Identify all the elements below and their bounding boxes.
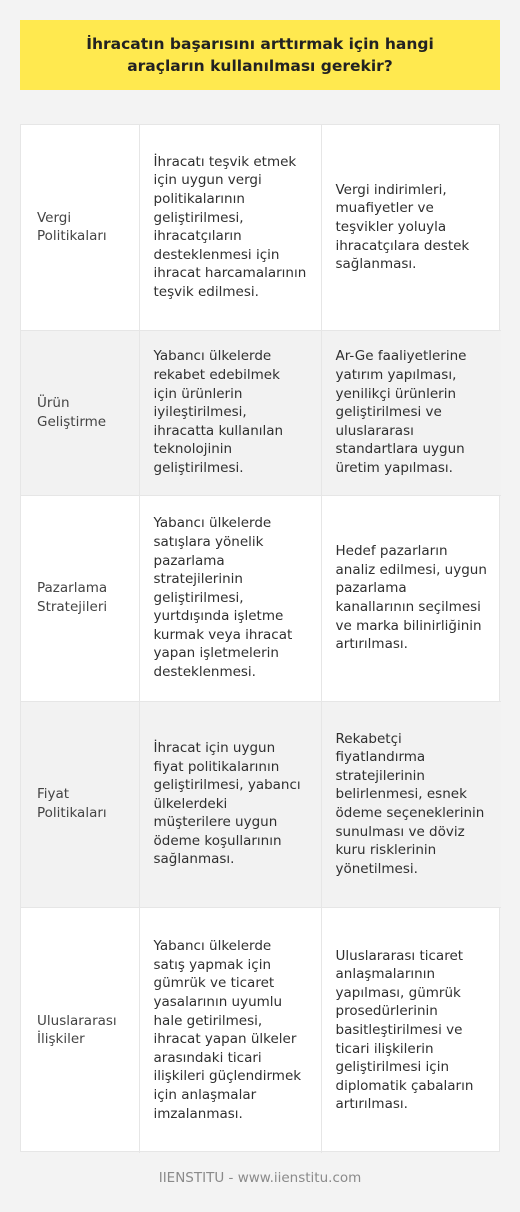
- row-label: Ürün Geliştirme: [21, 330, 139, 495]
- table-row: [21, 330, 501, 495]
- row-label: Vergi Politikaları: [21, 125, 139, 330]
- row-label: Uluslararası İlişkiler: [21, 907, 139, 1153]
- page-title: İhracatın başarısını arttırmak için hangi araçların kullanılması gerekir?: [86, 35, 434, 75]
- comparison-table: [20, 124, 500, 1152]
- row-detail: Hedef pazarların analiz edilmesi, uygun pazarlama kanallarının seçilmesi ve marka bilinirliğinin artırılması.: [321, 495, 501, 701]
- row-label: Fiyat Politikaları: [21, 701, 139, 907]
- row-detail: Rekabetçi fiyatlandırma stratejilerinin belirlenmesi, esnek ödeme seçeneklerinin sunulması ve döviz kuru risklerinin yönetilmesi.: [321, 701, 501, 907]
- row-detail: Ar-Ge faaliyetlerine yatırım yapılması, yenilikçi ürünlerin geliştirilmesi ve uluslararası standartlara uygun üretim yapılması.: [321, 330, 501, 495]
- row-description: İhracatı teşvik etmek için uygun vergi politikalarının geliştirilmesi, ihracatçıların desteklenmesi için ihracat harcamalarının teşvik edilmesi.: [139, 125, 321, 330]
- table-row: [21, 701, 501, 907]
- row-description: Yabancı ülkelerde rekabet edebilmek için ürünlerin iyileştirilmesi, ihracatta kullanılan teknolojinin geliştirilmesi.: [139, 330, 321, 495]
- row-description: Yabancı ülkelerde satışlara yönelik pazarlama stratejilerinin geliştirilmesi, yurtdışında işletme kurmak veya ihracat yapan işletmelerin desteklenmesi.: [139, 495, 321, 701]
- row-detail: Uluslararası ticaret anlaşmalarının yapılması, gümrük prosedürlerinin basitleştirilmesi ve ticari ilişkilerin geliştirilmesi için diplomatik çabaların artırılması.: [335, 947, 474, 1113]
- row-description: Yabancı ülkelerde satış yapmak için gümrük ve ticaret yasalarının uyumlu hale getirilmesi, ihracat yapan ülkeler arasındaki ticari ilişkileri güçlendirmek için anlaşmalar imzalanması.: [139, 907, 321, 1153]
- table-row: [21, 125, 501, 330]
- row-label: Pazarlama Stratejileri: [21, 495, 139, 701]
- title-banner: [20, 20, 500, 90]
- table-row: [21, 495, 501, 701]
- footer-credit: IIENSTITU - www.iienstitu.com: [158, 1170, 362, 1186]
- table-row: [21, 907, 501, 1153]
- row-detail: Vergi indirimleri, muafiyetler ve teşvikler yoluyla ihracatçılara destek sağlanması.: [321, 125, 501, 330]
- row-description: İhracat için uygun fiyat politikalarının geliştirilmesi, yabancı ülkelerdeki müşterilere uygun ödeme koşullarının sağlanması.: [139, 701, 321, 907]
